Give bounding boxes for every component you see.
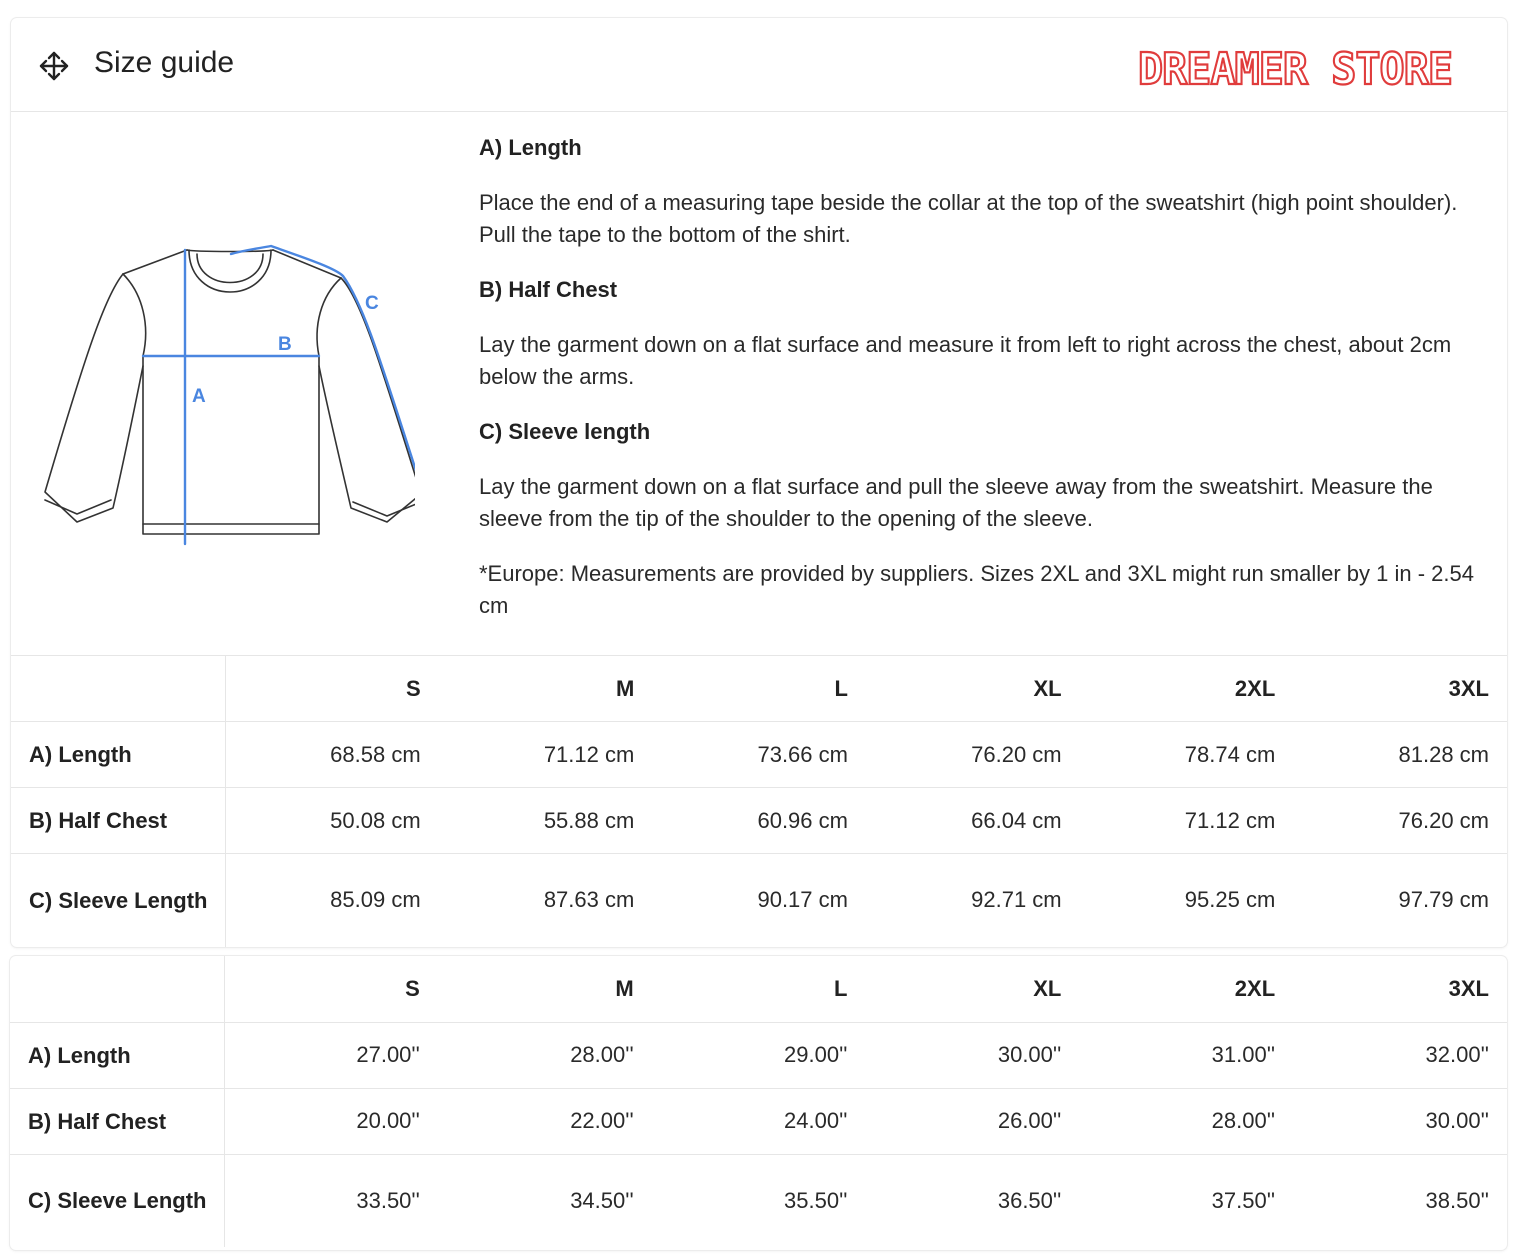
sweatshirt-diagram <box>25 216 415 546</box>
table-corner <box>11 656 225 722</box>
row-label: B) Half Chest <box>10 1088 224 1154</box>
table-cell: 71.12 cm <box>1080 788 1294 854</box>
label-c: C <box>365 293 379 314</box>
table-cell: 34.50'' <box>438 1154 652 1247</box>
table-corner <box>10 956 224 1022</box>
table-cell: 28.00'' <box>438 1022 652 1088</box>
table-row <box>11 788 1507 854</box>
table-cell: 78.74 cm <box>1080 722 1294 788</box>
size-table-inches <box>10 956 1507 1247</box>
size-header: 2XL <box>1080 656 1294 722</box>
instruction-heading-length: A) Length <box>479 135 582 160</box>
table-cell: 68.58 cm <box>225 722 439 788</box>
size-header: XL <box>1033 975 1062 1001</box>
instruction-text-sleeve: Lay the garment down on a flat surface and pull the sleeve away from the sweatshirt. Measure the sleeve from the tip of the shoulder to the opening of the sleeve. <box>479 474 1433 531</box>
sleeve-line <box>231 246 415 512</box>
table-cell: 73.66 cm <box>652 722 866 788</box>
table-cell: 81.28 cm <box>1293 722 1507 788</box>
table-cell: 85.09 cm <box>225 854 439 947</box>
table-cell: 90.17 cm <box>652 854 866 947</box>
size-header: 3XL <box>1293 656 1507 722</box>
size-header: S <box>225 656 439 722</box>
size-header: 2XL <box>1234 975 1276 1001</box>
svg-text:DREAMER STORE: DREAMER STORE <box>1138 44 1452 92</box>
table-cell: 95.25 cm <box>1080 854 1294 947</box>
size-header: XL <box>866 656 1080 722</box>
table-cell: 36.50'' <box>865 1154 1079 1247</box>
table-cell: 33.50'' <box>224 1154 438 1247</box>
store-logo <box>1136 40 1456 92</box>
table-cell: 32.00'' <box>1293 1022 1507 1088</box>
table-row <box>10 1022 1507 1088</box>
table-cell: 24.00'' <box>652 1088 866 1154</box>
table-header-row <box>11 656 1507 722</box>
label-a: A <box>192 386 206 407</box>
size-header: 3XL <box>1448 975 1489 1001</box>
size-table-cm <box>11 655 1507 947</box>
size-guide-panel <box>11 18 1507 947</box>
row-label: C) Sleeve Length <box>11 854 225 947</box>
table-cell: 97.79 cm <box>1293 854 1507 947</box>
size-guide-header <box>11 18 1507 112</box>
table-cell: 22.00'' <box>438 1088 652 1154</box>
table-cell: 29.00'' <box>652 1022 866 1088</box>
instruction-text-half-chest: Lay the garment down on a flat surface and measure it from left to right across the chest, about 2cm below the arms. <box>479 332 1452 389</box>
row-label: A) Length <box>10 1022 224 1088</box>
table-cell: 87.63 cm <box>439 854 653 947</box>
table-cell: 27.00'' <box>224 1022 438 1088</box>
table-header-row <box>10 956 1507 1022</box>
table-cell: 38.50'' <box>1293 1154 1507 1247</box>
move-icon[interactable] <box>38 50 70 82</box>
instruction-text-length: Place the end of a measuring tape beside the collar at the top of the sweatshirt (high point shoulder). Pull the tape to the bottom of the shirt. <box>479 190 1458 247</box>
measurement-instructions <box>479 132 1489 645</box>
row-label: C) Sleeve Length <box>10 1154 224 1247</box>
size-table-inches-panel <box>10 956 1507 1250</box>
table-cell: 76.20 cm <box>1293 788 1507 854</box>
table-row <box>10 1154 1507 1247</box>
page-title: Size guide <box>94 46 235 79</box>
table-cell: 30.00'' <box>1293 1088 1507 1154</box>
row-label: B) Half Chest <box>11 788 225 854</box>
row-label: A) Length <box>11 722 225 788</box>
table-cell: 20.00'' <box>224 1088 438 1154</box>
label-b: B <box>278 334 292 355</box>
table-cell: 26.00'' <box>865 1088 1079 1154</box>
table-cell: 31.00'' <box>1079 1022 1293 1088</box>
instruction-heading-sleeve: C) Sleeve length <box>479 419 651 444</box>
size-header: M <box>439 656 653 722</box>
size-header: L <box>652 656 866 722</box>
table-row <box>11 722 1507 788</box>
table-cell: 76.20 cm <box>866 722 1080 788</box>
table-cell: 37.50'' <box>1079 1154 1293 1247</box>
table-cell: 35.50'' <box>652 1154 866 1247</box>
table-cell: 50.08 cm <box>225 788 439 854</box>
size-header: M <box>615 975 634 1001</box>
table-row <box>10 1088 1507 1154</box>
table-cell: 71.12 cm <box>439 722 653 788</box>
instruction-heading-half-chest: B) Half Chest <box>479 277 618 302</box>
europe-note: *Europe: Measurements are provided by suppliers. Sizes 2XL and 3XL might run smaller by 1 in - 2.54 cm <box>479 561 1474 618</box>
table-cell: 55.88 cm <box>439 788 653 854</box>
size-header: S <box>405 975 420 1001</box>
table-cell: 30.00'' <box>865 1022 1079 1088</box>
table-cell: 66.04 cm <box>866 788 1080 854</box>
table-cell: 60.96 cm <box>652 788 866 854</box>
size-header: L <box>834 975 848 1001</box>
table-cell: 92.71 cm <box>866 854 1080 947</box>
table-cell: 28.00'' <box>1079 1088 1293 1154</box>
table-row <box>11 854 1507 947</box>
